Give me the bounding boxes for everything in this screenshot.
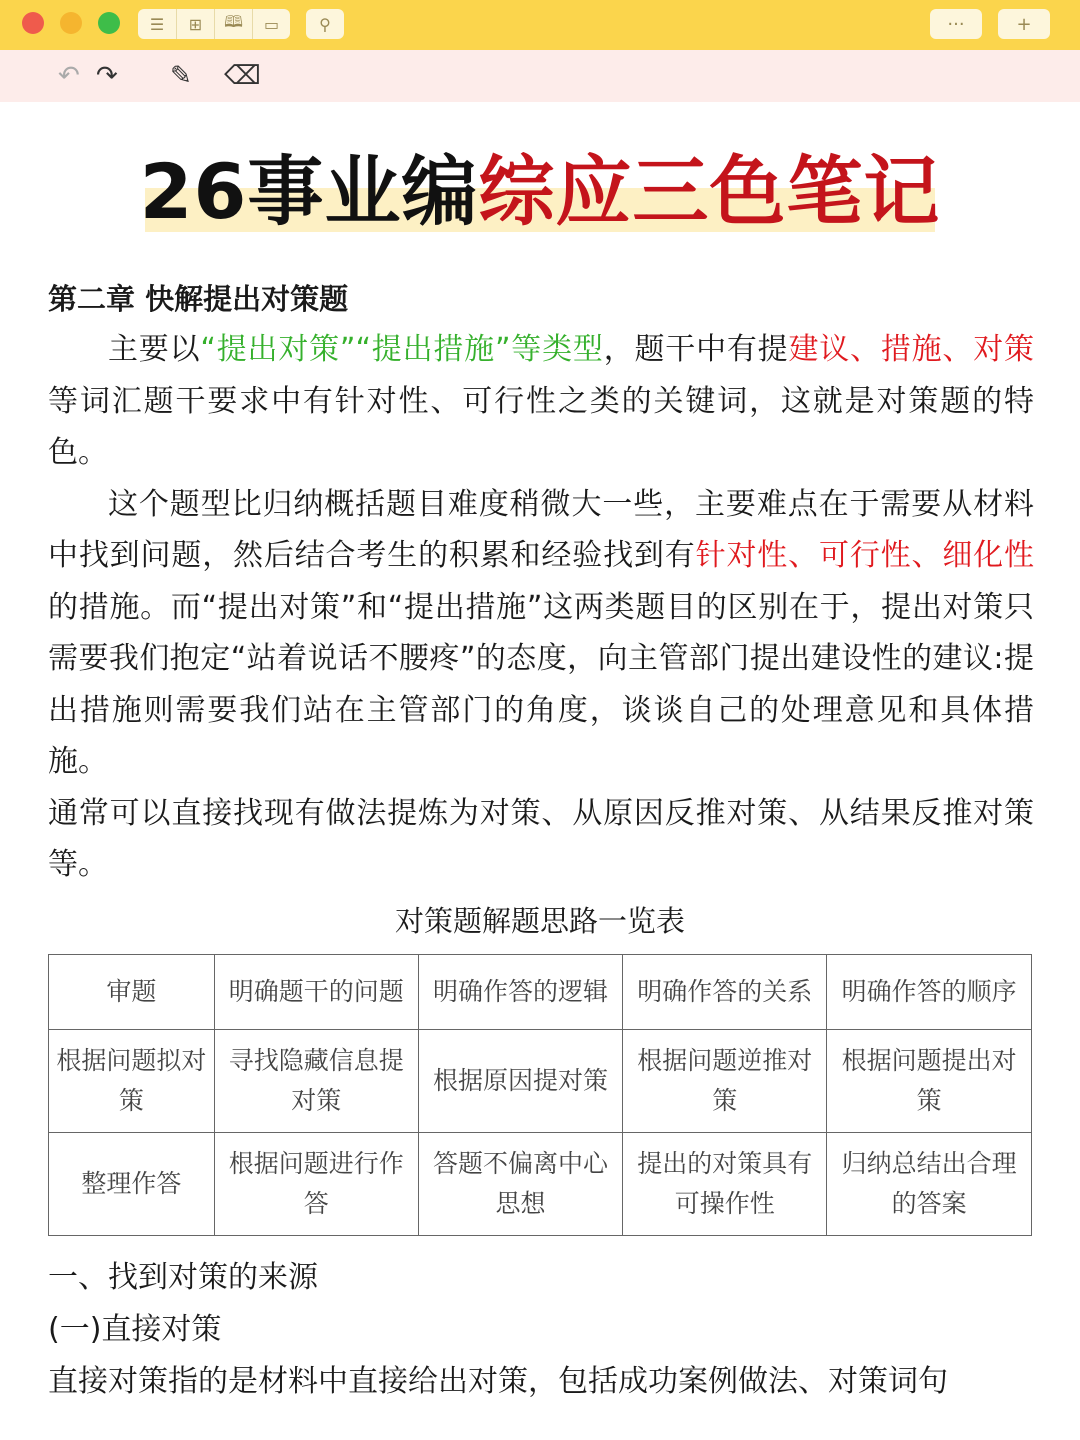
table-cell: 明确题干的问题	[214, 955, 418, 1030]
table-cell: 审题	[49, 955, 215, 1030]
table-cell: 整理作答	[49, 1133, 215, 1236]
p1-text-1: 主要以	[108, 332, 201, 367]
table-row	[49, 1133, 1032, 1236]
p2-text-1: 这个题型比归纳概括题目难度稍微大一些，主要难点在于需要从材料中找到问题，然后结合考生的积累和经验找到有	[48, 486, 1034, 573]
window-icon[interactable]: ▭	[252, 9, 290, 39]
add-button[interactable]	[998, 9, 1050, 39]
pencil-icon[interactable]: ✎	[170, 61, 192, 91]
section-content	[48, 1252, 1034, 1408]
redo-icon[interactable]: ↷	[96, 61, 118, 91]
table-cell: 提出的对策具有可操作性	[623, 1133, 827, 1236]
book-icon[interactable]: 🕮	[214, 9, 252, 39]
maximize-window-button[interactable]	[98, 12, 120, 34]
undo-icon[interactable]: ↶	[58, 61, 80, 91]
paragraph-4: 直接对策指的是材料中直接给出对策，包括成功案例做法、对策词句	[48, 1364, 948, 1399]
p2-red-1: 针对性、可行性、细化性	[695, 538, 1035, 573]
table-cell: 根据问题进行作答	[214, 1133, 418, 1236]
strategy-table	[48, 954, 1032, 1236]
close-window-button[interactable]	[22, 12, 44, 34]
search-icon[interactable]: ⚲	[319, 14, 331, 34]
table-cell: 根据问题逆推对策	[623, 1030, 827, 1133]
eraser-icon[interactable]: ⌫	[224, 61, 261, 91]
table-cell: 寻找隐藏信息提对策	[214, 1030, 418, 1133]
paragraph-1	[48, 324, 1034, 479]
p1-text-2: ，题干中有提	[603, 332, 789, 367]
title-part-red: 综应三色笔记	[478, 147, 941, 236]
subsection-heading: (一)直接对策	[48, 1312, 222, 1347]
grid-icon[interactable]: ⊞	[176, 9, 214, 39]
minimize-window-button[interactable]	[60, 12, 82, 34]
search-toolbar	[306, 9, 344, 39]
p2-text-2: 的措施。而“提出对策”和“提出措施”这两类题目的区别在于，提出对策只需要我们抱定“站着说话不腰疼”的态度，向主管部门提出建设性的建议:提出措施则需要我们站在主管部门的角度，谈谈自己的处理意见和具体措施。	[48, 589, 1034, 779]
table-cell: 根据问题拟对策	[49, 1030, 215, 1133]
table-row	[49, 955, 1032, 1030]
paragraph-3: 通常可以直接找现有做法提炼为对策、从原因反推对策、从结果反推对策等。	[48, 795, 1034, 882]
table-caption: 对策题解题思路一览表	[394, 904, 685, 938]
paragraph-2	[48, 479, 1034, 788]
p1-text-3: 等词汇题干要求中有针对性、可行性之类的关键词，这就是对策题的特色。	[48, 383, 1034, 470]
editing-toolbar	[0, 50, 1080, 102]
table-cell: 明确作答的关系	[623, 955, 827, 1030]
table-row	[49, 1030, 1032, 1133]
plus-icon: +	[1016, 13, 1032, 35]
table-cell: 根据问题提出对策	[827, 1030, 1032, 1133]
table-cell: 明确作答的顺序	[827, 955, 1032, 1030]
p1-red-1: 建议、措施、对策	[788, 332, 1035, 367]
table-cell: 根据原因提对策	[418, 1030, 623, 1133]
page-title	[0, 142, 1080, 242]
section-heading: 一、找到对策的来源	[48, 1260, 318, 1295]
list-icon[interactable]: ☰	[149, 14, 165, 34]
chapter-heading: 第二章 快解提出对策题	[48, 282, 349, 316]
table-cell: 归纳总结出合理的答案	[827, 1133, 1032, 1236]
table-cell: 答题不偏离中心思想	[418, 1133, 623, 1236]
more-button[interactable]	[930, 9, 982, 39]
more-icon: ···	[947, 13, 965, 35]
note-content	[48, 274, 1034, 891]
table-cell: 明确作答的逻辑	[418, 955, 623, 1030]
view-toolbar	[138, 9, 290, 39]
window-titlebar	[0, 0, 1080, 50]
p1-green-1: “提出对策”“提出措施”等类型	[200, 332, 604, 367]
title-part-black: 26事业编	[139, 147, 479, 236]
